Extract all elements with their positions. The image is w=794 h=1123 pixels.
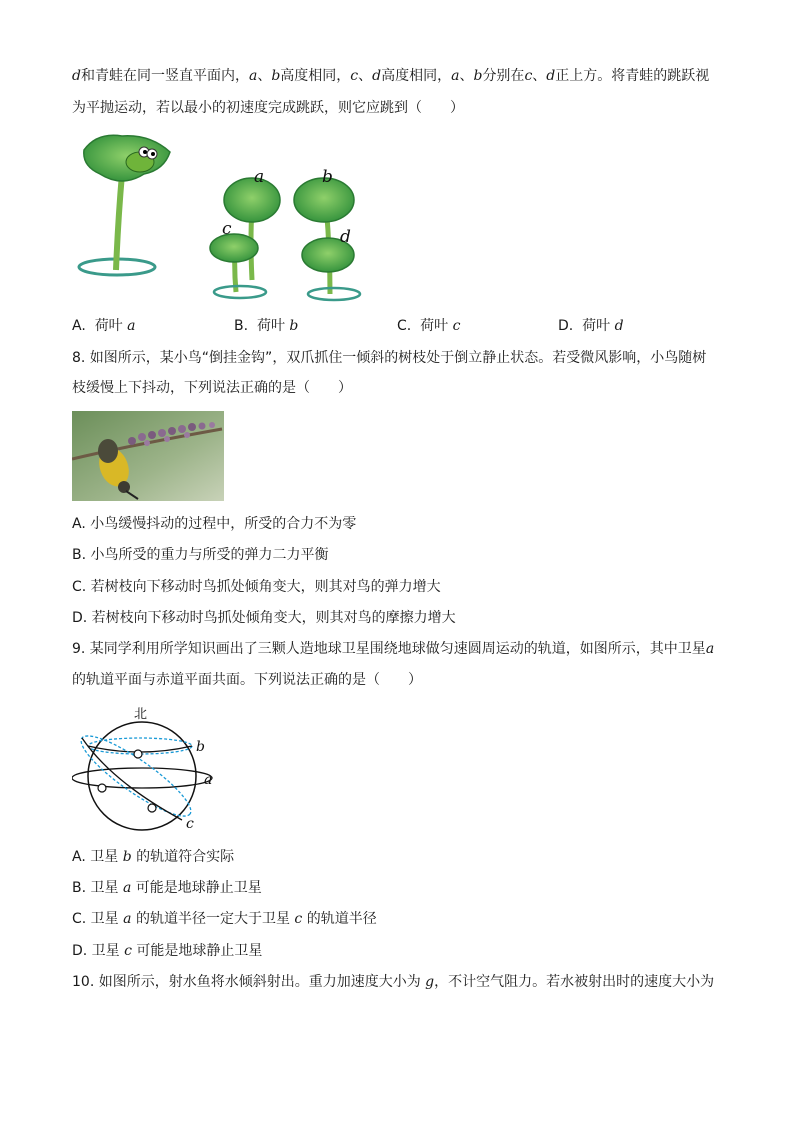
q8-stem-line-2: 枝缓慢上下抖动，下列说法正确的是（ ）	[72, 380, 352, 396]
north-label: 北	[134, 707, 148, 722]
orbit-a	[72, 768, 212, 788]
q9-stem-line-1: 9. 某同学利用所学知识画出了三颗人造地球卫星围绕地球做匀速圆周运动的轨道，如图所示，其中卫星a	[72, 641, 715, 657]
ripple-2	[214, 286, 266, 298]
q7-stem-line-1: d和青蛙在同一竖直平面内，a、b高度相同，c、d高度相同，a、b分别在c、d正上方。将青蛙的跳跃视	[72, 68, 710, 84]
q9-option-c[interactable]: C. 卫星 a 的轨道半径一定大于卫星 c 的轨道半径	[72, 911, 377, 927]
frog-pad-stem	[116, 174, 122, 270]
label-a: a	[204, 772, 213, 788]
q9-option-d[interactable]: D. 卫星 c 可能是地球静止卫星	[72, 943, 263, 959]
q7-option-b[interactable]: B. 荷叶 b	[234, 318, 299, 334]
label-b: b	[196, 739, 205, 755]
label-c: c	[222, 219, 232, 239]
bird-photo	[72, 411, 224, 501]
label-b: b	[322, 167, 333, 187]
pad-c	[210, 234, 258, 262]
q7-stem-line-2: 为平抛运动，若以最小的初速度完成跳跃，则它应跳到（ ）	[72, 100, 464, 116]
q8-option-b[interactable]: B. 小鸟所受的重力与所受的弹力二力平衡	[72, 547, 329, 563]
satellite-c	[148, 804, 156, 812]
ripple-3	[308, 288, 360, 300]
pad-a	[224, 178, 280, 222]
q9-option-a[interactable]: A. 卫星 b 的轨道符合实际	[72, 849, 235, 865]
satellite-a	[98, 784, 106, 792]
label-d: d	[340, 227, 351, 247]
q7-option-c[interactable]: C. 荷叶 c	[397, 318, 461, 334]
q7-option-a[interactable]: A. 荷叶 a	[72, 318, 136, 334]
q9-stem-line-2: 的轨道平面与赤道平面共面。下列说法正确的是（ ）	[72, 672, 422, 688]
q10-stem-line-1: 10. 如图所示，射水鱼将水倾斜射出。重力加速度大小为 g，不计空气阻力。若水被射出时的速度大小为	[72, 974, 715, 990]
q7-option-d[interactable]: D. 荷叶 d	[558, 318, 624, 334]
q9-option-b[interactable]: B. 卫星 a 可能是地球静止卫星	[72, 880, 262, 896]
satellite-b	[134, 750, 142, 758]
q8-stem-line-1: 8. 如图所示，某小鸟“倒挂金钩”，双爪抓住一倾斜的树枝处于倒立静止状态。若受微风影响，小鸟随树	[72, 350, 707, 366]
label-a: a	[254, 167, 265, 187]
q8-option-d[interactable]: D. 若树枝向下移动时鸟抓处倾角变大，则其对鸟的摩擦力增大	[72, 610, 456, 626]
lily-pad-figure	[72, 130, 372, 302]
satellite-orbit-figure	[72, 702, 232, 832]
label-c: c	[186, 816, 194, 832]
q8-option-c[interactable]: C. 若树枝向下移动时鸟抓处倾角变大，则其对鸟的弹力增大	[72, 579, 441, 595]
q8-option-a[interactable]: A. 小鸟缓慢抖动的过程中，所受的合力不为零	[72, 516, 357, 532]
